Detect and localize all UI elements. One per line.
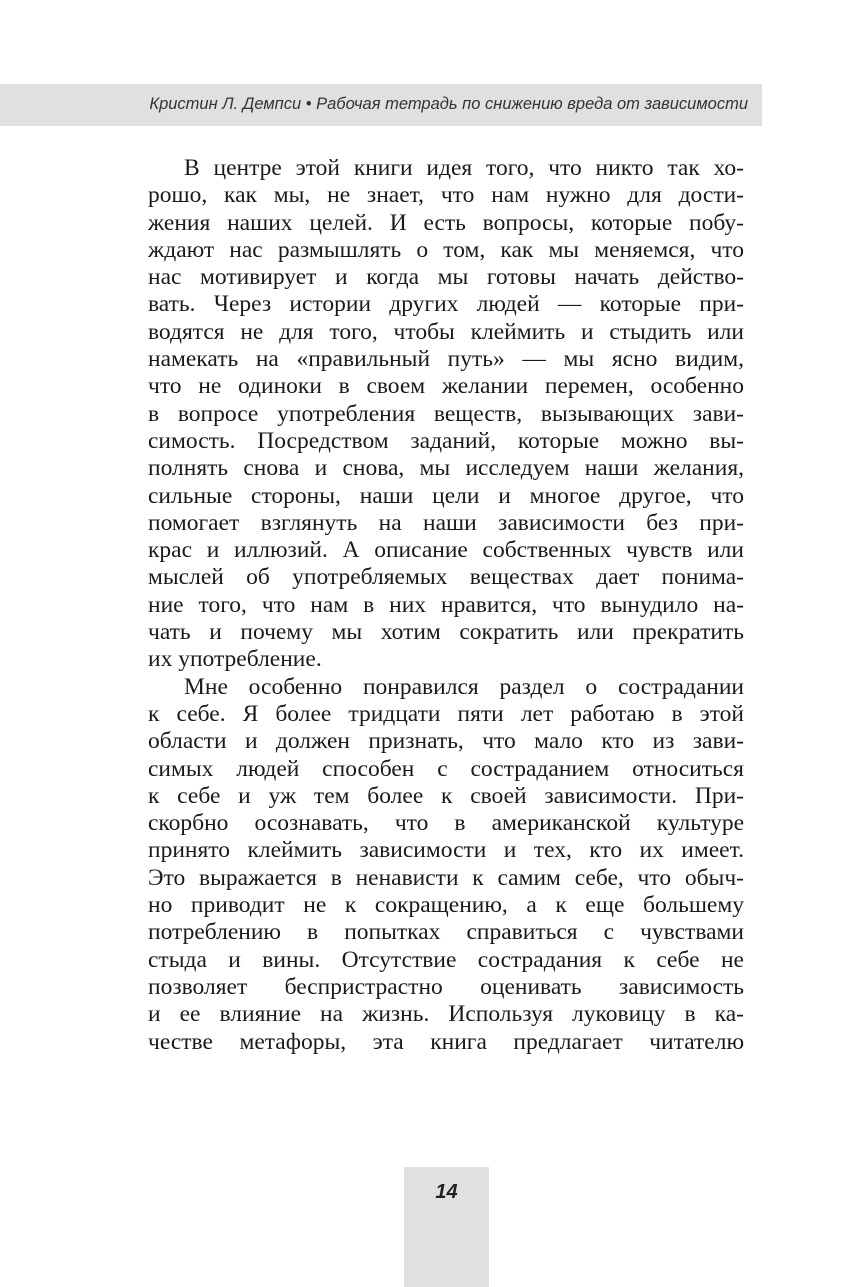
text-line: Мне особенно понравился раздел о сострадании <box>184 673 744 700</box>
text-line: потреблению в попытках справиться с чувствами <box>148 919 744 946</box>
text-line: и ее влияние на жизнь. Используя луковицу в ка- <box>148 1001 744 1028</box>
text-line: симость. Посредством заданий, которые можно вы- <box>148 427 744 454</box>
text-line: водятся не для того, чтобы клеймить и стыдить или <box>148 318 744 345</box>
text-line: рошо, как мы, не знает, что нам нужно для дости- <box>148 182 744 209</box>
text-line: к себе. Я более тридцати пяти лет работаю в этой <box>148 700 744 727</box>
text-line: сильные стороны, наши цели и многое другое, что <box>148 482 744 509</box>
text-line: Это выражается в ненависти к самим себе, что обыч- <box>148 864 744 891</box>
text-line: позволяет беспристрастно оценивать зависимость <box>148 973 744 1000</box>
text-line: ние того, что нам в них нравится, что вынудило на- <box>148 591 744 618</box>
text-line: крас и иллюзий. А описание собственных чувств или <box>148 537 744 564</box>
text-line: стыда и вины. Отсутствие сострадания к себе не <box>148 946 744 973</box>
text-line: В центре этой книги идея того, что никто так хо- <box>184 155 744 181</box>
text-line: нас мотивирует и когда мы готовы начать действо- <box>148 264 744 291</box>
paragraph <box>148 674 744 1056</box>
text-line: области и должен признать, что мало кто из зави- <box>148 728 744 755</box>
text-line: чать и почему мы хотим сократить или прекратить <box>148 619 744 646</box>
text-line: их употребление. <box>148 646 322 673</box>
text-line: жения наших целей. И есть вопросы, которые побу- <box>148 209 744 236</box>
text-line: полнять снова и снова, мы исследуем наши желания, <box>148 455 744 482</box>
text-line: но приводит не к сокращению, а к еще большему <box>148 892 744 919</box>
text-line: в вопросе употребления веществ, вызывающих зави- <box>148 400 744 427</box>
text-line: скорбно осознавать, что в американской культуре <box>148 810 744 837</box>
page-number-box <box>404 1167 489 1287</box>
running-header-title: Кристин Л. Демпси • Рабочая тетрадь по снижению вреда от зависимости <box>149 95 748 113</box>
page-number: 14 <box>435 1181 458 1203</box>
paragraph <box>148 155 744 674</box>
text-line: мыслей об употребляемых веществах дает понима- <box>148 564 744 591</box>
text-line: ждают нас размышлять о том, как мы меняемся, что <box>148 236 744 263</box>
text-line: к себе и уж тем более к своей зависимости. При- <box>148 782 744 809</box>
text-line: симых людей способен с состраданием относиться <box>148 755 744 782</box>
text-line: честве метафоры, эта книга предлагает читателю <box>148 1028 744 1055</box>
text-line: принято клеймить зависимости и тех, кто их имеет. <box>148 837 744 864</box>
text-line: помогает взглянуть на наши зависимости без при- <box>148 509 744 536</box>
body-text <box>148 155 744 1056</box>
text-line: вать. Через истории других людей — которые при- <box>148 291 744 318</box>
text-line: намекать на «правильный путь» — мы ясно видим, <box>148 346 744 373</box>
text-line: что не одиноки в своем желании перемен, особенно <box>148 373 744 400</box>
running-header <box>0 84 762 126</box>
